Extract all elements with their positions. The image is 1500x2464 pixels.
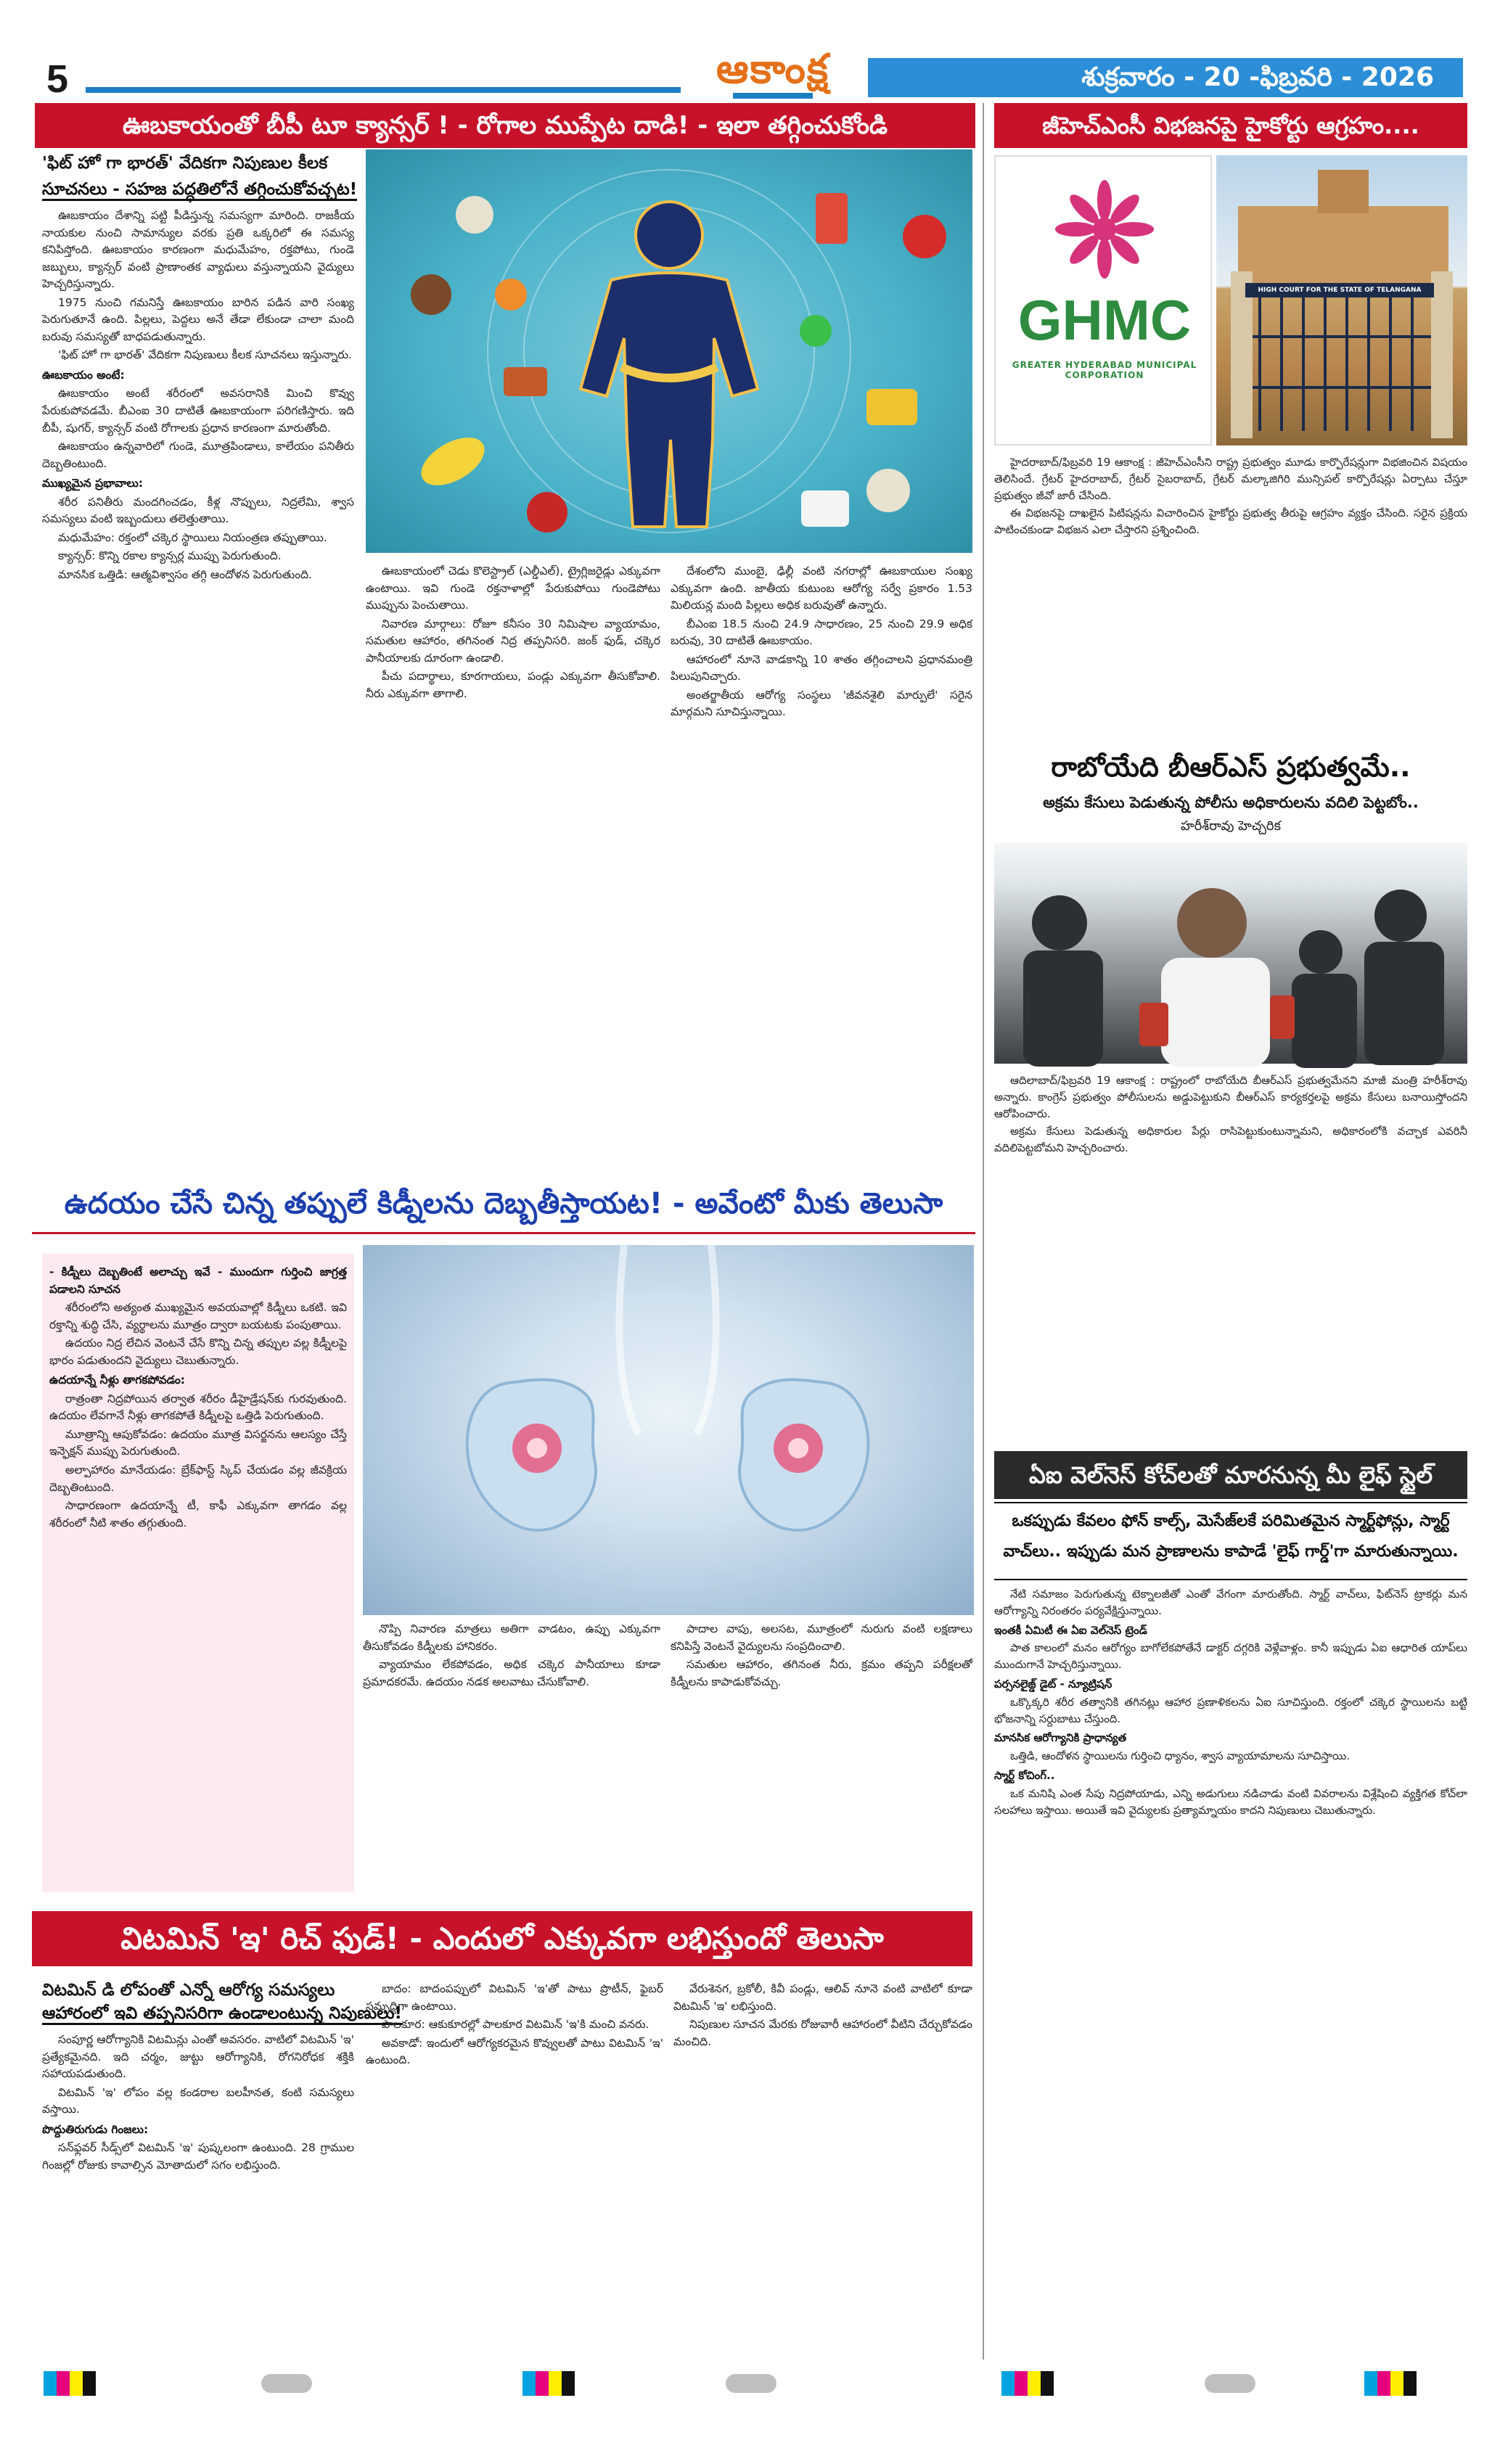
paragraph: పీచు పదార్థాలు, కూరగాయలు, పండ్లు ఎక్కువగా తీసుకోవాలి. నీరు ఎక్కువగా తాగాలి. <box>366 670 660 700</box>
article2-rule <box>32 1232 975 1234</box>
side3-rule-top <box>994 1502 1467 1503</box>
column-divider <box>983 103 984 2360</box>
registration-pill <box>726 2374 776 2393</box>
ghmc-logo-subtext: GREATER HYDERABAD MUNICIPAL CORPORATION <box>1012 360 1197 380</box>
section-heading: ముఖ్యమైన ప్రభావాలు: <box>42 477 144 490</box>
paragraph: నొప్పి నివారణ మాత్రలు అతిగా వాడటం, ఉప్పు ఎక్కువగా తీసుకోవడం కిడ్నీలకు హానికరం. <box>363 1622 660 1653</box>
paragraph: ఉదయం నిద్ర లేచిన వెంటనే చేసే కొన్ని చిన్న తప్పుల వల్ల కిడ్నీలపై భారం పడుతుందని వైద్యులు చెబుతున్నారు. <box>49 1336 347 1367</box>
color-registration-mark <box>1364 2371 1417 2396</box>
paragraph: బీఎంఐ 18.5 నుంచి 24.9 సాధారణం, 25 నుంచి 29.9 అధిక బరువు, 30 దాటితే ఊబకాయం. <box>671 617 972 648</box>
paragraph: వేరుశెనగ, బ్రకోలీ, కివీ పండ్లు, ఆలివ్ నూనె వంటి వాటిలో కూడా విటమిన్ 'ఇ' లభిస్తుంది. <box>673 1982 972 2013</box>
paragraph: పాలకూర: ఆకుకూరల్లో పాలకూర విటమిన్ 'ఇ'కి మంచి వనరు. <box>382 2018 649 2032</box>
article1-column-2 <box>366 563 660 1165</box>
paragraph: మూత్రాన్ని ఆపుకోవడం: ఉదయం మూత్ర విసర్జనను ఆలస్యం చేస్తే ఇన్ఫెక్షన్ ముప్పు పెరుగుతుంది. <box>49 1427 347 1458</box>
article2-column-1 <box>42 1254 354 1892</box>
article1-column-3 <box>671 563 972 1165</box>
article1-column-1 <box>42 208 354 1173</box>
paragraph: ఒత్తిడి, ఆందోళన స్థాయిలను గుర్తించి ధ్యానం, శ్వాస వ్యాయామాలను సూచిస్తాయి. <box>1010 1749 1351 1763</box>
article3-kicker: విటమిన్ డి లోపంతో ఎన్నో ఆరోగ్య సమస్యలు <box>42 1981 335 2000</box>
section-heading: పొద్దుతిరుగుడు గింజలు: <box>42 2122 149 2136</box>
paragraph: 'ఫిట్ హో గా భారత్' వేదికగా నిపుణులు కీలక సూచనలు ఇస్తున్నారు. <box>58 348 352 362</box>
ghmc-flower-icon <box>996 171 1213 287</box>
paragraph: సమతుల ఆహారం, తగినంత నీరు, క్రమం తప్పని పరీక్షలతో కిడ్నీలను కాపాడుకోవచ్చు. <box>671 1658 972 1688</box>
paragraph: ఊబకాయంలో చెడు కొలెస్ట్రాల్ (ఎల్డీఎల్), ట్రైగ్లిజరైడ్లు ఎక్కువగా ఉంటాయి. ఇవి గుండె రక్తనాళాల్లో పేరుకుపోయి గుండెపోటు ముప్పును పెంచుతాయి. <box>366 564 660 612</box>
paragraph: దేశంలోని ముంబై, ఢిల్లీ వంటి నగరాల్లో ఊబకాయుల సంఖ్య ఎక్కువగా ఉంది. జాతీయ కుటుంబ ఆరోగ్య సర్వే ప్రకారం 1.53 మిలియన్ల మంది పిల్లలు అధిక బరువుతో ఉన్నారు. <box>671 564 972 612</box>
page-number: 5 <box>46 57 69 101</box>
section-heading: స్మార్ట్ కోచింగ్.. <box>994 1768 1055 1782</box>
ghmc-logo-panel <box>994 155 1212 445</box>
article2-column-3 <box>671 1621 972 1889</box>
paragraph: నిపుణుల సూచన మేరకు రోజువారీ ఆహారంలో వీటిని చేర్చుకోవడం మంచిది. <box>673 2018 972 2048</box>
side2-kicker: అక్రమ కేసులు పెడుతున్న పోలీసు అధికారులను వదిలి పెట్టబోం.. <box>1043 794 1419 811</box>
article3-column-3 <box>673 1981 972 2351</box>
paragraph: అవకాడో: ఇందులో ఆరోగ్యకరమైన కొవ్వులతో పాటు విటమిన్ 'ఇ' ఉంటుంది. <box>366 2036 663 2067</box>
court-gate-sign: HIGH COURT FOR THE STATE OF TELANGANA <box>1245 283 1434 297</box>
paragraph: హైదరాబాద్/ఫిబ్రవరి 19 ఆకాంక్ష : జీహెచ్‌ఎంసీని రాష్ట్ర ప్రభుత్వం మూడు కార్పొరేషన్లుగా విభజించిన విషయం తెలిసిందే. గ్రేటర్ హైదరాబాద్, గ్రేటర్ సైబరాబాద్, గ్రేటర్ మల్కాజిగిరి మున్సిపల్ కార్పొరేషన్లు ఏర్పాటు చేస్తూ ప్రభుత్వం జీవో జారీ చేసింది. <box>994 456 1467 502</box>
section-heading: మానసిక ఆరోగ్యానికి ప్రాధాన్యత <box>994 1731 1127 1745</box>
registration-pill <box>261 2374 312 2393</box>
paragraph: నివారణ మార్గాలు: రోజూ కనీసం 30 నిమిషాల వ్యాయామం, సమతుల ఆహారం, తగినంత నిద్ర తప్పనిసరి. జంక్ ఫుడ్, చక్కెర పానీయాలకు దూరంగా ఉండాలి. <box>366 617 660 665</box>
paragraph: సన్‌ఫ్లవర్ సీడ్స్‌లో విటమిన్ 'ఇ' పుష్కలంగా ఉంటుంది. 28 గ్రాముల గింజల్లో రోజుకు కావాల్సిన మోతాదులో సగం లభిస్తుంది. <box>42 2141 354 2172</box>
paragraph: పాదాల వాపు, అలసట, మూత్రంలో నురుగు వంటి లక్షణాలు కనిపిస్తే వెంటనే వైద్యులను సంప్రదించాలి. <box>671 1622 972 1653</box>
article2-column-2 <box>363 1621 660 1889</box>
article3-column-1 <box>42 2032 354 2351</box>
side1-headline: జీహెచ్‌ఎంసీ విభజనపై హైకోర్టు ఆగ్రహం.... <box>994 103 1467 148</box>
paragraph: ఆహారంలో నూనె వాడకాన్ని 10 శాతం తగ్గించాలని ప్రధానమంత్రి పిలుపునిచ్చారు. <box>671 652 972 683</box>
side3-headline: ఏఐ వెల్‌నెస్ కోచ్‌లతో మారనున్న మీ లైఫ్ స్టైల్ <box>994 1451 1467 1499</box>
registration-pill <box>1205 2374 1255 2393</box>
paragraph: అల్పాహారం మానేయడం: బ్రేక్‌ఫాస్ట్ స్కిప్ చేయడం వల్ల జీవక్రియ దెబ్బతింటుంది. <box>49 1463 347 1494</box>
obesity-illustration <box>366 149 972 553</box>
article3-headline: విటమిన్ 'ఇ' రిచ్ ఫుడ్! - ఎందులో ఎక్కువగా లభిస్తుందో తెలుసా <box>32 1911 972 1966</box>
article1-headline: ఊబకాయంతో బీపీ టూ క్యాన్సర్ ! - రోగాల ముప్పేట దాడి! - ఇలా తగ్గించుకోండి <box>35 103 975 148</box>
paragraph: శరీర పనితీరు మందగించడం, కీళ్ల నొప్పులు, నిద్రలేమి, శ్వాస సమస్యలు వంటి ఇబ్బందులు తలెత్తుతాయి. <box>42 495 354 526</box>
kidney-graphic <box>363 1245 974 1615</box>
press-meet-photo <box>994 843 1467 1064</box>
article2-headline: ఉదయం చేసే చిన్న తప్పులే కిడ్నీలను దెబ్బతీస్తాయట! - అవేంటో మీకు తెలుసా <box>64 1187 943 1220</box>
article1-subhead <box>42 180 358 203</box>
side3-rule-bottom <box>994 1579 1467 1580</box>
article1-kicker: 'ఫిట్ హో గా భారత్' వేదికగా నిపుణుల కీలక <box>42 154 328 173</box>
dateline: శుక్రవారం - 20 -ఫిబ్రవరి - 2026 <box>868 58 1463 97</box>
paragraph: నేటి సమాజం పెరుగుతున్న టెక్నాలజీతో ఎంతో వేగంగా మారుతోంది. స్మార్ట్ వాచ్‌లు, ఫిట్‌నెస్ ట్రాకర్లు మన ఆరోగ్యాన్ని నిరంతరం పర్యవేక్షిస్తున్నాయి. <box>994 1588 1467 1617</box>
side3-body <box>994 1586 1467 2355</box>
paragraph: సాధారణంగా ఉదయాన్నే టీ, కాఫీ ఎక్కువగా తాగడం వల్ల శరీరంలో నీటి శాతం తగ్గుతుంది. <box>49 1499 347 1529</box>
paragraph: మానసిక ఒత్తిడి: ఆత్మవిశ్వాసం తగ్గి ఆందోళన పెరుగుతుంది. <box>58 567 312 581</box>
section-heading: ఊబకాయం అంటే: <box>42 368 125 382</box>
paragraph: ఒక మనిషి ఎంత సేపు నిద్రపోయాడు, ఎన్ని అడుగులు నడిచాడు వంటి వివరాలను విశ్లేషించి వ్యక్తిగత కోచ్‌లా సలహాలు ఇస్తాయి. అయితే ఇవి వైద్యులకు ప్రత్యామ్నాయం కాదని నిపుణులు చెబుతున్నారు. <box>994 1786 1467 1817</box>
paragraph: మధుమేహం: రక్తంలో చక్కెర స్థాయిలు నియంత్రణ తప్పుతాయి. <box>58 530 327 544</box>
kidney-illustration <box>363 1245 974 1615</box>
paragraph: శరీరంలోని అత్యంత ముఖ్యమైన అవయవాల్లో కిడ్నీలు ఒకటి. ఇవి రక్తాన్ని శుద్ధి చేసి, వ్యర్థాలను మూత్రం ద్వారా బయటకు పంపుతాయి. <box>49 1301 347 1331</box>
color-registration-mark <box>44 2371 96 2396</box>
paragraph: ఊబకాయం ఉన్నవారిలో గుండె, మూత్రపిండాలు, కాలేయం పనితీరు దెబ్బతింటుంది. <box>42 440 354 470</box>
paragraph: క్యాన్సర్: కొన్ని రకాల క్యాన్సర్ల ముప్పు పెరుగుతుంది. <box>58 549 282 563</box>
ghmc-logo-text: GHMC <box>1017 288 1192 352</box>
side2-headline: రాబోయేది బీఆర్ఎస్ ప్రభుత్వమే.. <box>1051 751 1411 783</box>
paragraph: ఊబకాయం అంటే శరీరంలో అవసరానికి మించి కొవ్వు పేరుకుపోవడమే. బీఎంఐ 30 దాటితే ఊబకాయంగా పరిగణిస్తారు. ఇది బీపీ, షుగర్, క్యాన్సర్ వంటి రోగాలకు ప్రధాన కారణంగా మారుతోంది. <box>42 387 354 435</box>
paragraph: ఊబకాయం దేశాన్ని పట్టి పీడిస్తున్న సమస్యగా మారింది. రాజకీయ నాయకుల నుంచి సామాన్యుల వరకు ప్రతి ఒక్కరిలో ఈ సమస్య కనిపిస్తోంది. ఊబకాయం కారణంగా మధుమేహం, రక్తపోటు, గుండె జబ్బులు, క్యాన్సర్ వంటి ప్రాణాంతక వ్యాధులు వస్తున్నాయని వైద్యులు హెచ్చరిస్తున్నారు. <box>42 209 354 291</box>
paragraph: అక్రమ కేసులు పెడుతున్న అధికారుల పేర్లు రాసిపెట్టుకుంటున్నామని, అధికారంలోకి వచ్చాక ఎవరినీ వదిలిపెట్టబోమని హెచ్చరించారు. <box>994 1125 1467 1155</box>
paragraph: పాత కాలంలో మనం ఆరోగ్యం బాగోలేకపోతేనే డాక్టర్ దగ్గరికి వెళ్లేవాళ్లం. కానీ ఇప్పుడు ఏఐ ఆధారిత యాప్‌లు ముందుగానే హెచ్చరిస్తున్నాయి. <box>994 1641 1467 1672</box>
paragraph: వ్యాయామం లేకపోవడం, అధిక చక్కెర పానీయాలు కూడా ప్రమాదకరమే. ఉదయం నడక అలవాటు చేసుకోవాలి. <box>363 1658 660 1688</box>
side2-byline: హరీశ్‌రావు హెచ్చరిక <box>1180 818 1282 834</box>
court-gate-graphic <box>1216 155 1467 445</box>
masthead-rule-left <box>86 87 681 93</box>
newspaper-logo: ఆకాంక్ష <box>716 46 830 93</box>
paragraph: రాత్రంతా నిద్రపోయిన తర్వాత శరీరం డీహైడ్రేషన్‌కు గురవుతుంది. ఉదయం లేవగానే నీళ్లు తాగకపోతే కిడ్నీలపై ఒత్తిడి పెరుగుతుంది. <box>49 1392 347 1423</box>
paragraph: ఆదిలాబాద్/ఫిబ్రవరి 19 ఆకాంక్ష : రాష్ట్రంలో రాబోయేది బీఆర్ఎస్ ప్రభుత్వమేనని మాజీ మంత్రి హరీశ్‌రావు అన్నారు. కాంగ్రెస్ ప్రభుత్వం పోలీసులను అడ్డుపెట్టుకుని బీఆర్ఎస్ కార్యకర్తలపై అక్రమ కేసులు బనాయిస్తోందని ఆరోపించారు. <box>994 1074 1467 1120</box>
paragraph: సంపూర్ణ ఆరోగ్యానికి విటమిన్లు ఎంతో అవసరం. వాటిలో విటమిన్ 'ఇ' ప్రత్యేకమైనది. ఇది చర్మం, జుట్టు ఆరోగ్యానికి, రోగనిరోధక శక్తికి సహాయపడుతుంది. <box>42 2033 354 2081</box>
paragraph: అంతర్జాతీయ ఆరోగ్య సంస్థలు 'జీవనశైలి మార్పులే' సరైన మార్గమని సూచిస్తున్నాయి. <box>671 688 972 719</box>
color-registration-mark <box>1001 2371 1054 2396</box>
color-registration-mark <box>522 2371 575 2396</box>
paragraph: ఒక్కొక్కరి శరీర తత్వానికి తగినట్లు ఆహార ప్రణాళికలను ఏఐ సూచిస్తుంది. రక్తంలో చక్కెర స్థాయిలను బట్టి భోజనాన్ని సర్దుబాటు చేస్తుంది. <box>994 1695 1467 1725</box>
paragraph: బాదం: బాదంపప్పులో విటమిన్ 'ఇ'తో పాటు ప్రొటీన్, ఫైబర్ సమృద్ధిగా ఉంటాయి. <box>366 1982 663 2013</box>
paragraph: 1975 నుంచి గమనిస్తే ఊబకాయం బారిన పడిన వారి సంఖ్య పెరుగుతూనే ఉంది. పిల్లలు, పెద్దలు అనే తేడా లేకుండా చాలా మంది బరువు సమస్యతో బాధపడుతున్నారు. <box>42 295 354 343</box>
article3-subhead-text: ఆహారంలో ఇవి తప్పనిసరిగా ఉండాలంటున్న నిపుణులు! <box>42 2004 402 2025</box>
article2-kicker: - కిడ్నీలు దెబ్బతింటే అలాచ్చు ఇవే - ముందుగా గుర్తించి జాగ్రత్త పడాలని సూచన <box>49 1265 347 1296</box>
article3-subhead <box>42 2004 402 2027</box>
article3-column-2 <box>366 1981 663 2351</box>
side1-body <box>994 454 1467 742</box>
body-diet-graphic <box>366 149 972 553</box>
section-heading: పర్సనలైజ్డ్ డైట్ - న్యూట్రిషన్ <box>994 1677 1112 1691</box>
paragraph: విటమిన్ 'ఇ' లోపం వల్ల కండరాల బలహీనత, కంటి సమస్యలు వస్తాయి. <box>42 2085 354 2116</box>
side3-deck: ఒకప్పుడు కేవలం ఫోన్ కాల్స్, మెసేజ్‌లకే పరిమితమైన స్మార్ట్‌ఫోన్లు, స్మార్ట్ వాచ్‌లు.. ఇప్పుడు మన ప్రాణాలను కాపాడే 'లైఫ్ గార్డ్'గా మారుతున్నాయి. <box>1003 1512 1459 1561</box>
section-heading: ఉదయాన్నే నీళ్లు తాగకపోవడం: <box>49 1373 185 1387</box>
masthead <box>0 0 1500 102</box>
press-meet-graphic <box>994 843 1467 1064</box>
side2-body <box>994 1072 1467 1444</box>
article1-subhead-text: సూచనలు - సహజ పద్ధతిలోనే తగ్గించుకోవచ్చట! <box>42 180 357 201</box>
high-court-photo <box>1216 155 1467 445</box>
paragraph: ఈ విభజనపై దాఖలైన పిటిషన్లను విచారించిన హైకోర్టు ప్రభుత్వ తీరుపై ఆగ్రహం వ్యక్తం చేసింది. సరైన ప్రక్రియ పాటించకుండా విభజన ఎలా చేస్తారని ప్రశ్నించింది. <box>994 506 1467 537</box>
logo-underline <box>733 93 813 99</box>
section-heading: ఇంతకీ ఏమిటీ ఈ ఏఐ వెల్‌నెస్ ట్రెండ్ <box>994 1623 1147 1637</box>
